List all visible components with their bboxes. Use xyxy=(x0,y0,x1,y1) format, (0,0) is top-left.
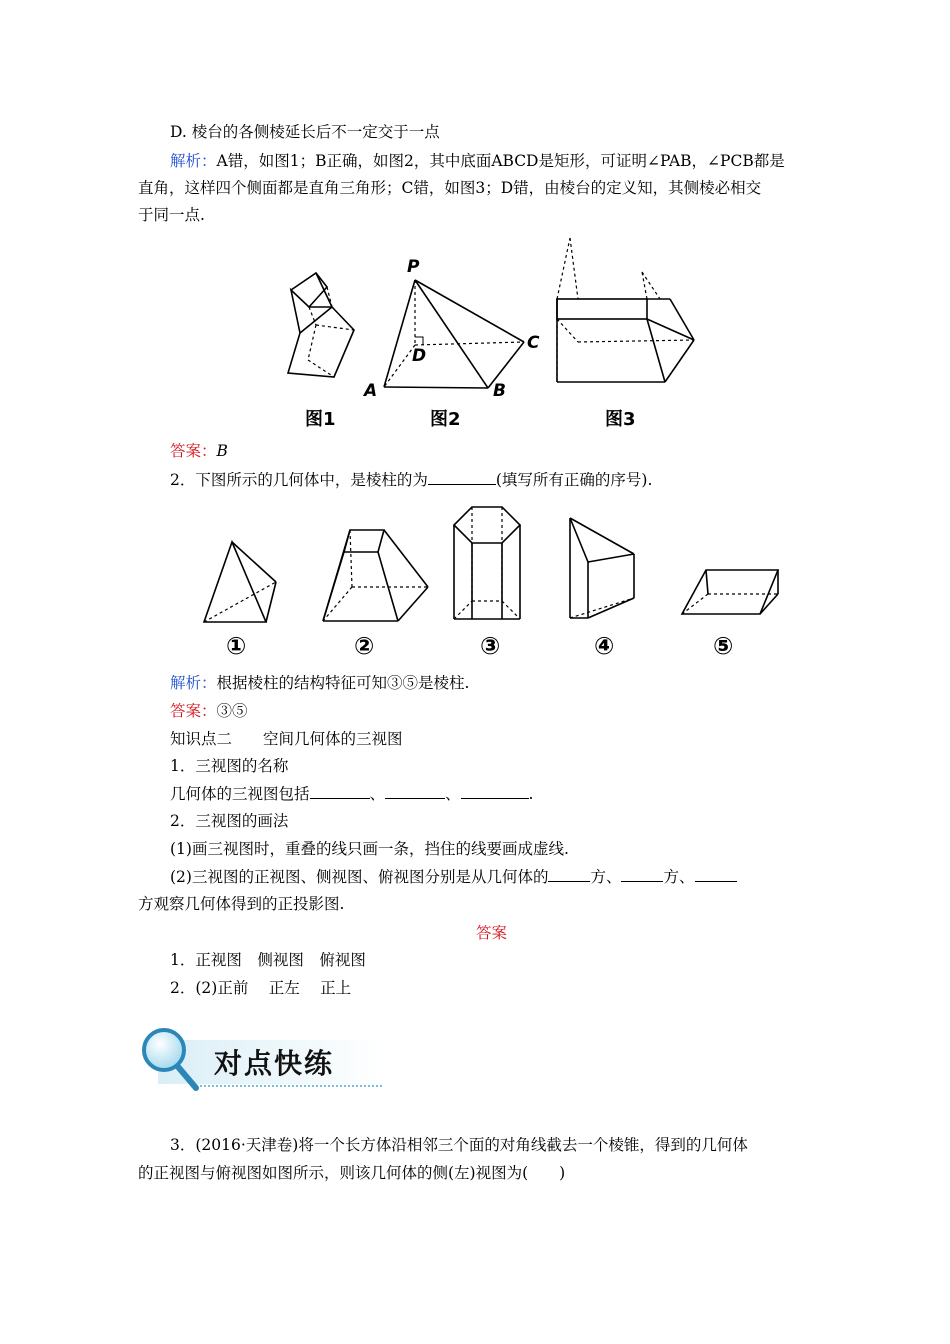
option-d: D. 棱台的各侧棱延长后不一定交于一点 xyxy=(170,123,440,141)
analysis-label: 解析： xyxy=(170,674,217,692)
point-p: P xyxy=(407,257,420,277)
fig-label-1: 图1 xyxy=(305,409,336,430)
shape-5 xyxy=(678,566,784,618)
shape-label-5: ⑤ xyxy=(713,632,734,660)
point-a: A xyxy=(364,381,378,401)
answer-heading: 答案 xyxy=(476,924,508,942)
blank-view-2[interactable] xyxy=(385,784,445,799)
fig-label-2: 图2 xyxy=(430,409,461,430)
analysis-line-2: 直角，这样四个侧面都是直角三角形；C错，如图3；D错，由棱台的定义知，其侧棱必相交 xyxy=(138,179,762,197)
shape-1 xyxy=(198,538,282,626)
shape-label-2: ② xyxy=(354,632,375,660)
answer-label: 答案： xyxy=(170,702,217,720)
shape-label-4: ④ xyxy=(594,632,615,660)
knowledge-item-2: 2．三视图的画法 xyxy=(170,812,289,830)
figure-2 xyxy=(360,255,550,400)
knowledge-answer-2: 2．(2)正前 正左 正上 xyxy=(170,979,352,997)
shape-3 xyxy=(450,503,530,623)
q2-answer: 答案：③⑤ xyxy=(170,702,248,720)
analysis-line-3: 于同一点. xyxy=(138,206,205,224)
point-c: C xyxy=(527,333,540,353)
q3-line-1: 3．(2016·天津卷)将一个长方体沿相邻三个面的对角线截去一个棱锥，得到的几何体 xyxy=(170,1136,748,1154)
q3-line-2: 的正视图与俯视图如图所示，则该几何体的侧(左)视图为( ) xyxy=(138,1164,566,1182)
blank-direction-3[interactable] xyxy=(695,867,737,882)
knowledge-item-2-1: (1)画三视图时，重叠的线只画一条，挡住的线要画成虚线. xyxy=(170,840,569,858)
blank-view-3[interactable] xyxy=(461,784,529,799)
analysis-label: 解析： xyxy=(170,152,217,170)
practice-banner xyxy=(138,1026,384,1092)
fig-label-3: 图3 xyxy=(605,409,636,430)
answer-label: 答案： xyxy=(170,442,217,460)
point-d: D xyxy=(412,346,427,366)
analysis-line-1: 解析：A错，如图1；B正确，如图2，其中底面ABCD是矩形，可证明∠PAB，∠PCB都是 xyxy=(170,152,785,170)
shape-label-3: ③ xyxy=(480,632,501,660)
knowledge-answer-1: 1．正视图 侧视图 俯视图 xyxy=(170,951,366,969)
q2-blank[interactable] xyxy=(428,470,496,485)
knowledge-item-1-text: 几何体的三视图包括 、 、 . xyxy=(170,785,534,803)
banner-title: 对点快练 xyxy=(214,1047,335,1080)
blank-direction-2[interactable] xyxy=(621,867,663,882)
knowledge-item-1: 1．三视图的名称 xyxy=(170,757,289,775)
knowledge-item-2-2-line2: 方观察几何体得到的正投影图. xyxy=(138,895,345,913)
figure-3 xyxy=(540,232,705,392)
knowledge-title: 知识点二 空间几何体的三视图 xyxy=(170,730,403,748)
q1-answer: 答案：B xyxy=(170,442,228,460)
shape-2 xyxy=(318,525,434,625)
knowledge-item-2-2: (2)三视图的正视图、侧视图、俯视图分别是从几何体的 方、 方、 xyxy=(170,866,737,888)
q2-question: 2．下图所示的几何体中，是棱柱的为 (填写所有正确的序号). xyxy=(170,471,653,489)
point-b: B xyxy=(493,381,506,401)
figure-1 xyxy=(280,265,370,385)
shape-4 xyxy=(564,514,640,624)
shape-label-1: ① xyxy=(226,632,247,660)
q2-analysis: 解析：根据棱柱的结构特征可知③⑤是棱柱. xyxy=(170,674,470,692)
blank-direction-1[interactable] xyxy=(548,867,590,882)
blank-view-1[interactable] xyxy=(310,784,370,799)
